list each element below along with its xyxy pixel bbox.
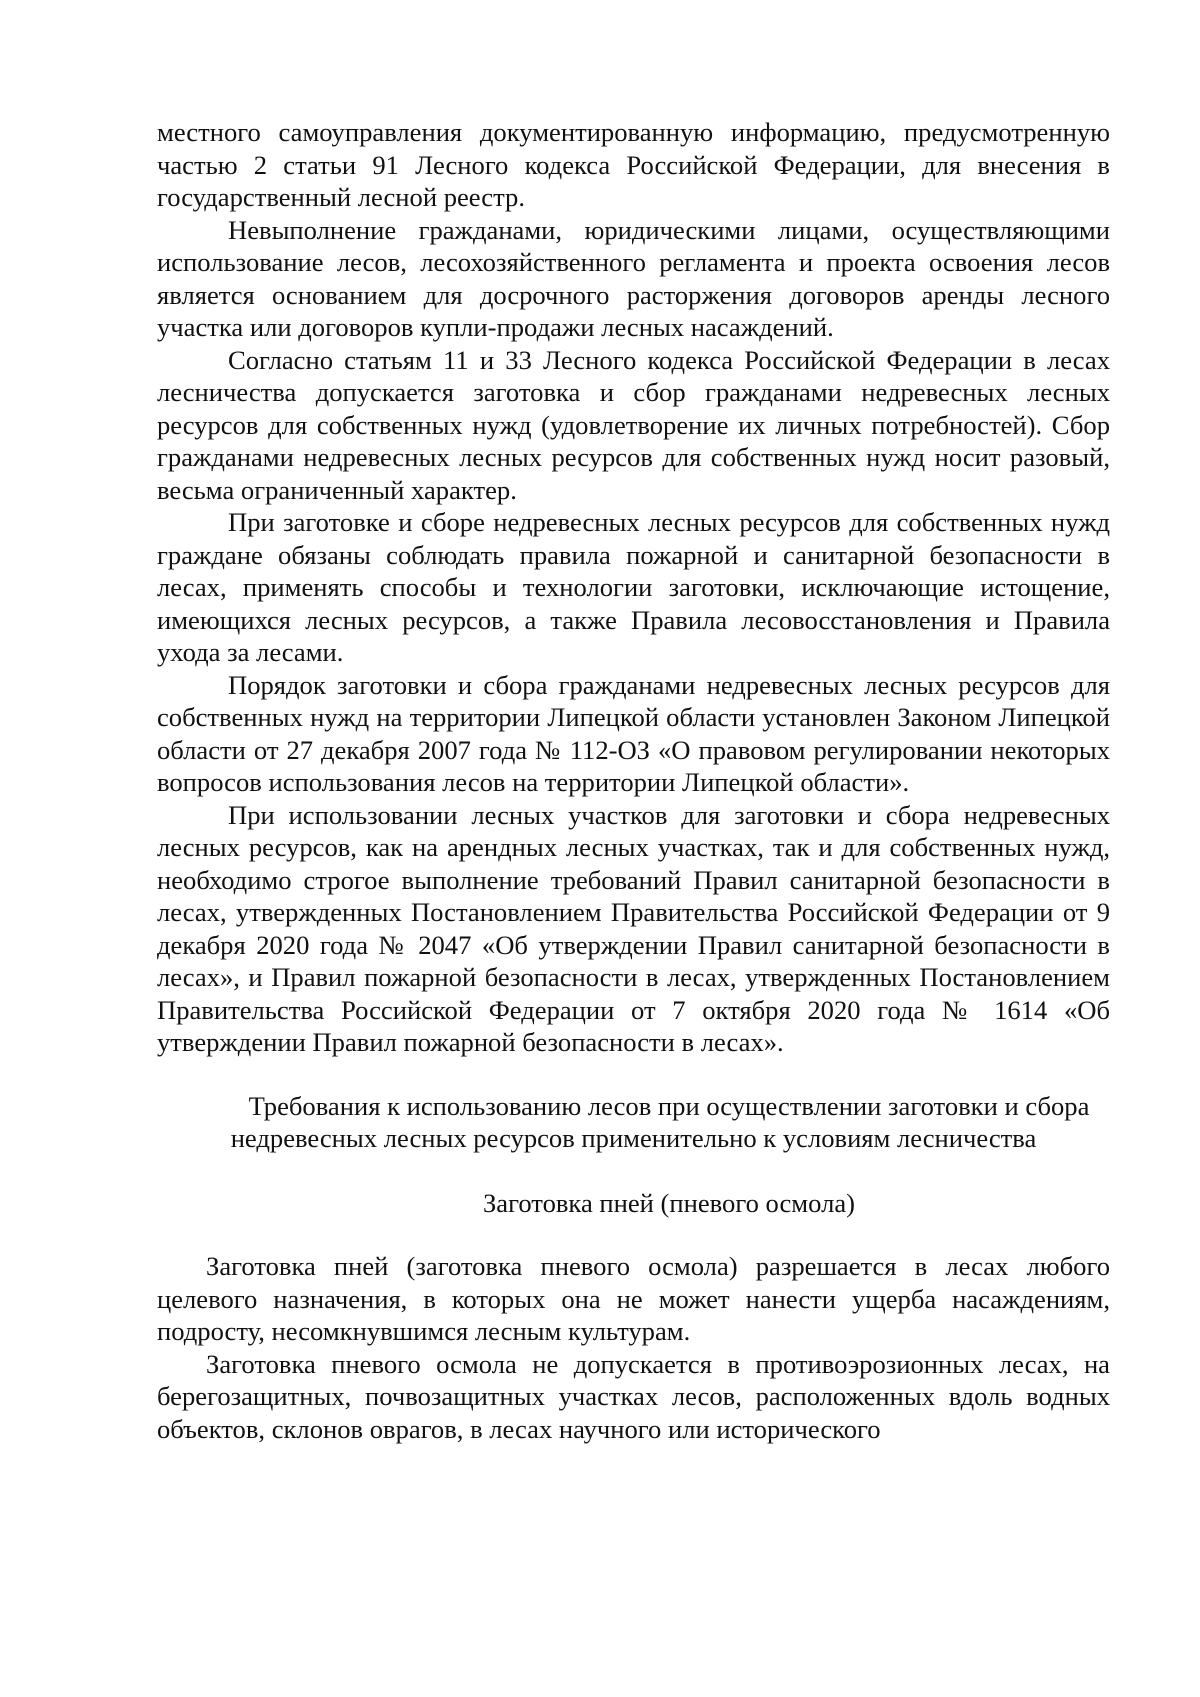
section-heading: Требования к использованию лесов при осуществлении заготовки и сбора недревесных лесных ресурсов применительно к условиям лесничества — [230, 1090, 1090, 1153]
spacer — [157, 1059, 1110, 1090]
paragraph-noncompliance: Невыполнение гражданами, юридическими лицами, осуществляющими использование лесов, лесохозяйственного регламента и проекта освоения лесов является основанием для досрочного расторжения договоров аренды лесного участка или договоров купли-продажи лесных насаждений. — [157, 214, 1110, 342]
paragraph-safety-rules: При использовании лесных участков для заготовки и сбора недревесных лесных ресурсов, как на арендных лесных участках, так и для собственных нужд, необходимо строгое выполнение требований Правил санитарной безопасности в лесах, утвержденных Постановлением Правительства Российской Федерации от 9 декабря 2020 года № 2047 «Об утверждении Правил санитарной безопасности в лесах», и Правил пожарной безопасности в лесах, утвержденных Постановлением Правительства Российской Федерации от 7 октября 2020 года № 1614 «Об утверждении Правил пожарной безопасности в лесах». — [157, 799, 1110, 1057]
paragraph-forest-code: Согласно статьям 11 и 33 Лесного кодекса Российской Федерации в лесах лесничества допускается заготовка и сбор гражданами недревесных лесных ресурсов для собственных нужд (удовлетворение их личных потребностей). Сбор гражданами недревесных лесных ресурсов для собственных нужд носит разовый, весьма ограниченный характер. — [157, 344, 1110, 505]
paragraph-stump-harvesting: Заготовка пней (заготовка пневого осмола) разрешается в лесах любого целевого назначения, в которых она не может нанести ущерба насаждениям, подросту, несомкнувшимся лесным культурам. — [157, 1251, 1110, 1346]
document-body — [157, 116, 1110, 1445]
spacer — [157, 1155, 1110, 1187]
subsection-heading: Заготовка пней (пневого осмола) — [482, 1187, 855, 1218]
paragraph-lipetsk-law: Порядок заготовки и сбора гражданами недревесных лесных ресурсов для собственных нужд на территории Липецкой области установлен Законом Липецкой области от 27 декабря 2007 года № 112-ОЗ «О правовом регулировании некоторых вопросов использования лесов на территории Липецкой области». — [157, 669, 1110, 797]
paragraph-continuation: местного самоуправления документированную информацию, предусмотренную частью 2 статьи 91 Лесного кодекса Российской Федерации, для внесения в государственный лесной реестр. — [157, 117, 1110, 212]
spacer — [157, 1219, 1110, 1250]
paragraph-harvesting-rules: При заготовке и сборе недревесных лесных ресурсов для собственных нужд граждане обязаны соблюдать правила пожарной и санитарной безопасности в лесах, применять способы и технологии заготовки, исключающие истощение, имеющихся лесных ресурсов, а также Правила лесовосстановления и Правила ухода за лесами. — [157, 507, 1110, 667]
paragraph-stump-restrictions: Заготовка пневого осмола не допускается в противоэрозионных лесах, на берегозащитных, почвозащитных участках лесов, расположенных вдоль водных объектов, склонов оврагов, в лесах научного или исторического — [157, 1348, 1110, 1444]
